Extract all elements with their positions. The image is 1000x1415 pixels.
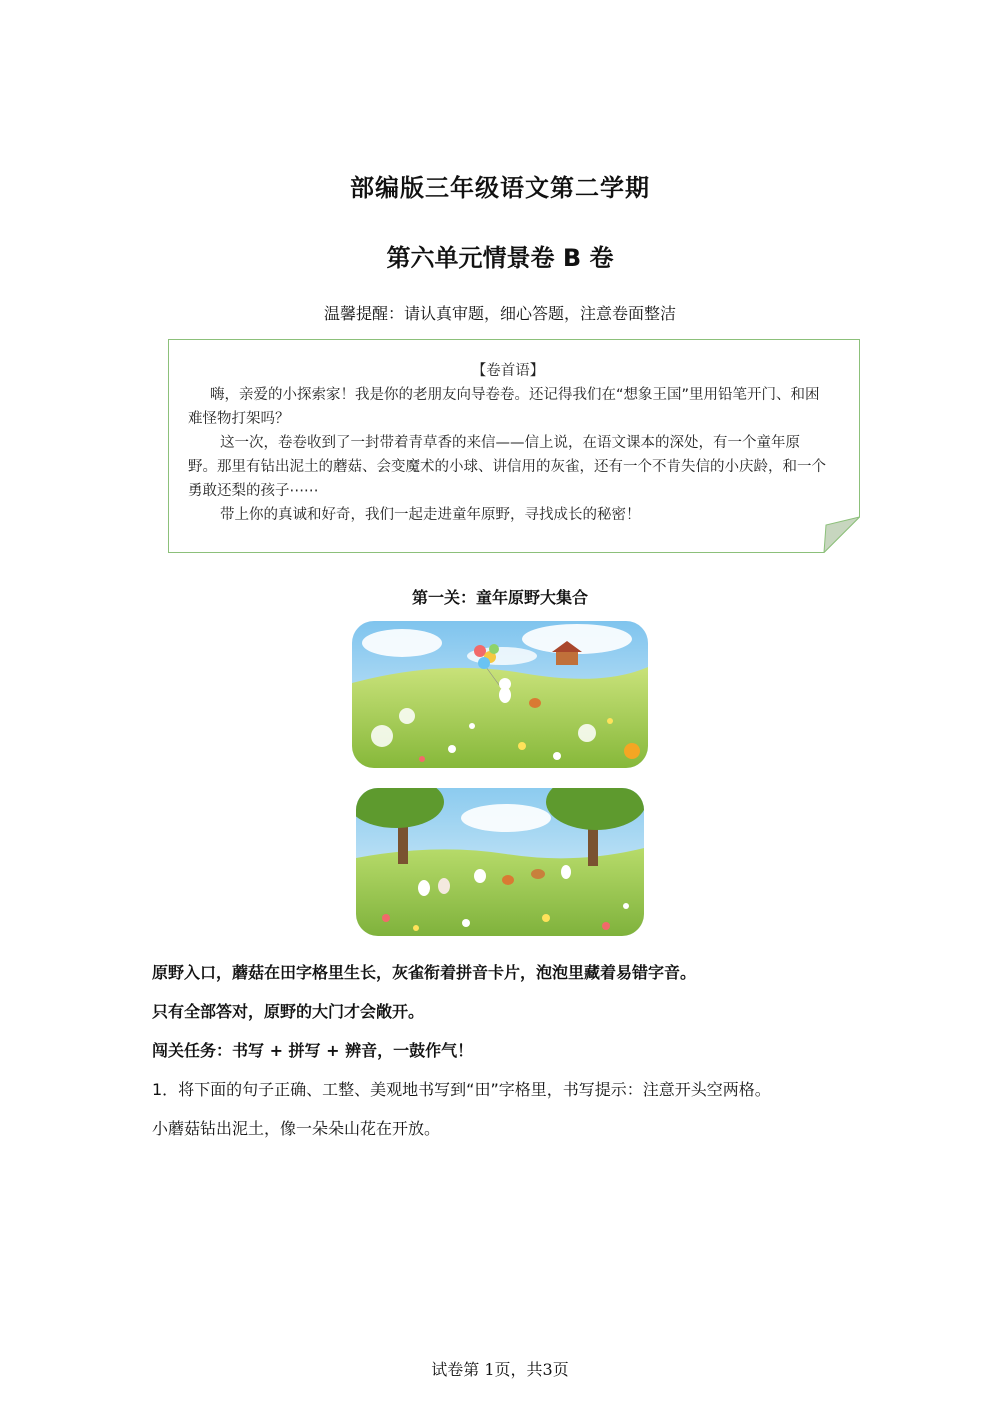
preface-paragraph-3: 带上你的真诚和好奇，我们一起走进童年原野，寻找成长的秘密！ <box>220 507 641 523</box>
preface-paragraph-1: 嗨，亲爱的小探索家！我是你的老朋友向导卷卷。还记得我们在“想象王国”里用铅笔开门、和困难怪物打架吗？ <box>188 387 820 427</box>
preface-paragraph-2: 这一次，卷卷收到了一封带着青草香的来信——信上说，在语文课本的深处，有一个童年原野。那里有钻出泥土的蘑菇、会变魔术的小球、讲信用的灰雀，还有一个不肯失信的小庆龄，和一个勇敢还梨的孩子⋯⋯ <box>188 435 826 499</box>
page-title: 部编版三年级语文第二学期 <box>350 174 650 202</box>
question-1-sentence: 小蘑菇钻出泥土，像一朵朵山花在开放。 <box>152 1119 441 1138</box>
level-title: 第一关：童年原野大集合 <box>411 588 588 607</box>
preface-box <box>168 339 860 553</box>
meadow-illustration-1 <box>352 621 648 768</box>
intro-line-2: 只有全部答对，原野的大门才会敞开。 <box>152 1002 425 1021</box>
page-subtitle: 第六单元情景卷 B 卷 <box>386 244 614 272</box>
intro-line-1: 原野入口，蘑菇在田字格里生长，灰雀衔着拼音卡片，泡泡里藏着易错字音。 <box>152 963 697 982</box>
page-footer: 试卷第 1页，共3页 <box>431 1360 569 1379</box>
intro-line-3: 闯关任务：书写 + 拼写 + 辨音，一鼓作气！ <box>152 1041 474 1060</box>
reminder-text: 温馨提醒：请认真审题，细心答题，注意卷面整洁 <box>323 304 676 323</box>
preface-heading: 【卷首语】 <box>471 363 545 379</box>
meadow-illustration-2 <box>356 788 644 936</box>
question-1-prompt: 1．将下面的句子正确、工整、美观地书写到“田”字格里，书写提示：注意开头空两格。 <box>152 1080 771 1099</box>
